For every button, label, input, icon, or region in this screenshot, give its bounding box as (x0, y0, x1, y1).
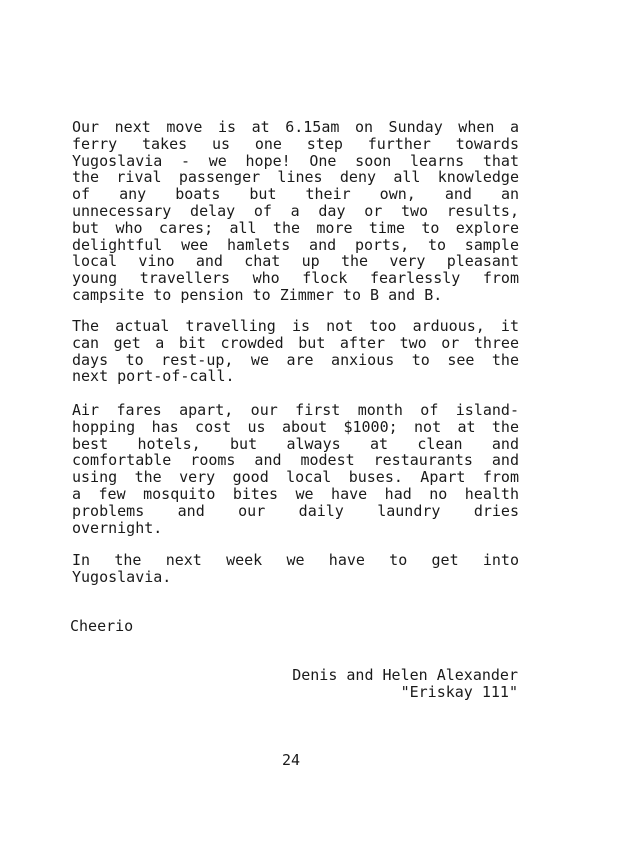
text-line: Yugoslavia - we hope! One soon learns that (72, 151, 519, 170)
text-line: but who cares; all the more time to explore (72, 218, 519, 237)
text-line: best hotels, but always at clean and (72, 434, 519, 453)
page-number: 24 (282, 751, 301, 769)
text-line: hopping has cost us about $1000; not at the (72, 417, 519, 436)
paragraph-travelling (72, 318, 519, 385)
text-line: unnecessary delay of a day or two results, (72, 201, 519, 220)
text-line: problems and our daily laundry dries (72, 501, 519, 520)
text-line: The actual travelling is not too arduous, it (72, 317, 519, 335)
paragraph-next-week (72, 552, 519, 586)
text-line: delightful wee hamlets and ports, to sample (72, 235, 519, 254)
signature-names: Denis and Helen Alexander (292, 666, 518, 684)
text-line: can get a bit crowded but after two or three (72, 333, 519, 352)
paragraph-costs (72, 402, 519, 536)
text-line: young travellers who flock fearlessly from (72, 269, 519, 288)
signature-block (269, 667, 518, 701)
text-line: Our next move is at 6.15am on Sunday when a (72, 118, 519, 136)
text-line: the rival passenger lines deny all knowledge (72, 168, 519, 187)
text-line: overnight. (72, 518, 163, 537)
text-line: ferry takes us one step further towards (72, 134, 519, 153)
closing-salutation: Cheerio (70, 617, 134, 635)
text-line: campsite to pension to Zimmer to B and B. (72, 285, 443, 304)
text-line: days to rest-up, we are anxious to see the (72, 350, 519, 369)
text-line: next port-of-call. (72, 367, 235, 386)
text-line: of any boats but their own, and an (72, 185, 519, 204)
paragraph-ferry-plans (72, 119, 519, 304)
text-line: a few mosquito bites we have had no health (72, 484, 519, 503)
text-line: local vino and chat up the very pleasant (72, 252, 519, 271)
signature-boat-name: "Eriskay 111" (400, 682, 518, 701)
text-line: using the very good local buses. Apart from (72, 468, 519, 487)
text-line: comfortable rooms and modest restaurants and (72, 451, 519, 470)
text-line: Yugoslavia. (72, 567, 172, 586)
text-line: Air fares apart, our first month of island- (72, 401, 519, 419)
text-line: In the next week we have to get into (72, 551, 519, 569)
